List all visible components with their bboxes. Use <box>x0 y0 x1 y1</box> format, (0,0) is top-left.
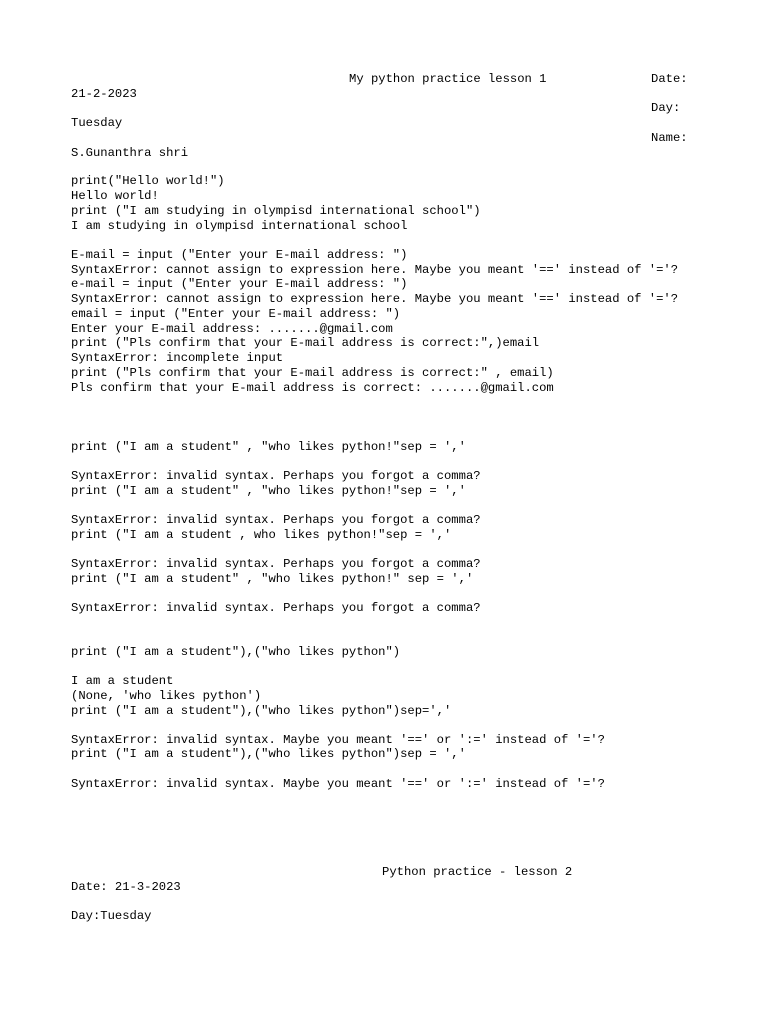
code-line: E-mail = input ("Enter your E-mail address: ") <box>71 248 408 262</box>
code-line: print ("I am a student"),("who likes python") <box>71 645 401 659</box>
code-line: print ("I am a student" , "who likes python!" sep = ',' <box>71 572 474 586</box>
error-line: SyntaxError: invalid syntax. Perhaps you forgot a comma? <box>71 601 481 615</box>
error-line: SyntaxError: invalid syntax. Perhaps you forgot a comma? <box>71 557 481 571</box>
name-value: S.Gunanthra shri <box>71 146 189 160</box>
error-line: SyntaxError: cannot assign to expression here. Maybe you meant '==' instead of '='? <box>71 263 679 277</box>
lesson2-date: Date: 21-3-2023 <box>71 880 181 894</box>
output-line: Enter your E-mail address: .......@gmail.com <box>71 322 393 336</box>
code-line: print ("I am a student" , "who likes python!"sep = ',' <box>71 484 466 498</box>
date-value: 21-2-2023 <box>71 87 137 101</box>
date-label: Date: <box>651 72 688 86</box>
code-line: print ("I am a student" , "who likes python!"sep = ',' <box>71 440 466 454</box>
code-line: print ("I am a student"),("who likes python")sep = ',' <box>71 747 466 761</box>
output-line: Hello world! <box>71 189 159 203</box>
output-line: (None, 'who likes python') <box>71 689 262 703</box>
code-line: print ("I am studying in olympisd international school") <box>71 204 481 218</box>
code-line: print ("I am a student"),("who likes python")sep=',' <box>71 704 452 718</box>
code-line: e-mail = input ("Enter your E-mail address: ") <box>71 277 408 291</box>
error-line: SyntaxError: incomplete input <box>71 351 284 365</box>
day-value: Tuesday <box>71 116 123 130</box>
page-title: My python practice lesson 1 <box>349 72 547 86</box>
lesson2-day: Day:Tuesday <box>71 909 152 923</box>
code-line: print ("Pls confirm that your E-mail address is correct:",)email <box>71 336 540 350</box>
output-line: Pls confirm that your E-mail address is correct: .......@gmail.com <box>71 381 554 395</box>
output-line: I am studying in olympisd international school <box>71 219 408 233</box>
output-line: I am a student <box>71 674 174 688</box>
code-line: print ("I am a student , who likes python!"sep = ',' <box>71 528 452 542</box>
day-label: Day: <box>651 101 681 115</box>
code-line: print("Hello world!") <box>71 174 225 188</box>
name-label: Name: <box>651 131 688 145</box>
error-line: SyntaxError: invalid syntax. Maybe you meant '==' or ':=' instead of '='? <box>71 777 605 791</box>
error-line: SyntaxError: invalid syntax. Maybe you meant '==' or ':=' instead of '='? <box>71 733 605 747</box>
code-line: email = input ("Enter your E-mail address: ") <box>71 307 401 321</box>
error-line: SyntaxError: invalid syntax. Perhaps you forgot a comma? <box>71 513 481 527</box>
lesson2-title: Python practice - lesson 2 <box>382 865 573 879</box>
error-line: SyntaxError: invalid syntax. Perhaps you forgot a comma? <box>71 469 481 483</box>
error-line: SyntaxError: cannot assign to expression here. Maybe you meant '==' instead of '='? <box>71 292 679 306</box>
code-line: print ("Pls confirm that your E-mail address is correct:" , email) <box>71 366 554 380</box>
